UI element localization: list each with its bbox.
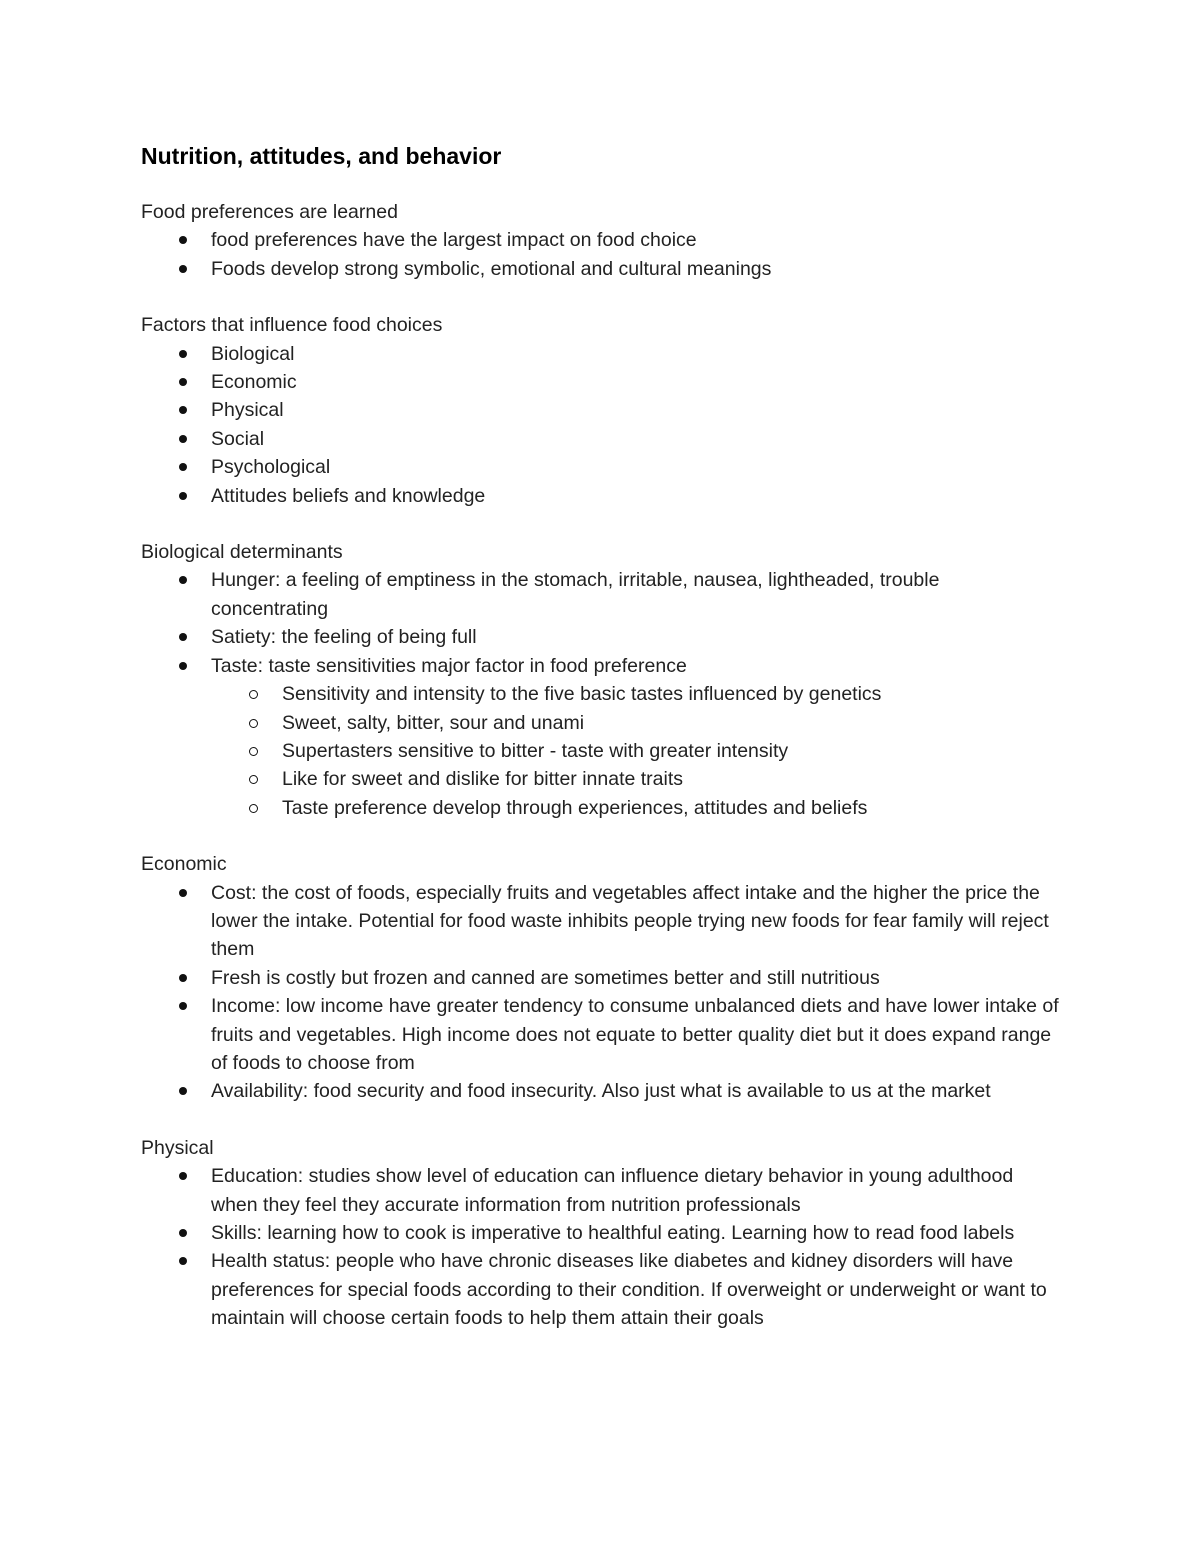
list-item: Attitudes beliefs and knowledge [141,482,1061,510]
bullet-icon [179,236,187,244]
bullet-icon [179,378,187,386]
sub-list-item: Like for sweet and dislike for bitter innate traits [141,765,1061,793]
list-item: Psychological [141,453,1061,481]
bullet-icon [179,576,187,584]
list-item: Foods develop strong symbolic, emotional and cultural meanings [141,255,1061,283]
section-economic [141,850,1061,1106]
list-item: Physical [141,396,1061,424]
section-food-preferences [141,198,1061,283]
list-item: Fresh is costly but frozen and canned are sometimes better and still nutritious [141,964,1061,992]
section-biological-determinants [141,538,1061,822]
section-physical [141,1134,1061,1333]
bullet-icon [179,265,187,273]
list-item: Income: low income have greater tendency to consume unbalanced diets and have lower intake of fruits and vegetables. High income does not equate to better quality diet but it does expand range of foods to choose from [141,992,1061,1077]
list-item: Health status: people who have chronic diseases like diabetes and kidney disorders will have preferences for special foods according to their condition. If overweight or underweight or want to maintain will choose certain foods to help them attain their goals [141,1247,1061,1332]
section-heading: Factors that influence food choices [141,314,443,337]
bullet-icon [179,1229,187,1237]
document-title: Nutrition, attitudes, and behavior [141,143,502,169]
bullet-icon [179,435,187,443]
list-item: Cost: the cost of foods, especially fruits and vegetables affect intake and the higher the price the lower the intake. Potential for food waste inhibits people trying new foods for fear family will reject them [141,879,1061,964]
bullet-list [141,1162,1061,1332]
sub-list-item: Supertasters sensitive to bitter - taste with greater intensity [141,737,1061,765]
section-heading: Food preferences are learned [141,201,398,223]
sub-list-item: Taste preference develop through experiences, attitudes and beliefs [141,794,1061,822]
bullet-list [141,226,1061,283]
list-item: Skills: learning how to cook is imperative to healthful eating. Learning how to read food labels [141,1219,1061,1247]
list-item: Availability: food security and food insecurity. Also just what is available to us at the market [141,1077,1061,1105]
bullet-list [141,566,1061,822]
bullet-icon [179,406,187,414]
list-item: Hunger: a feeling of emptiness in the stomach, irritable, nausea, lightheaded, trouble concentrating [141,566,1061,623]
bullet-icon [179,1172,187,1180]
hollow-bullet-icon [249,804,258,813]
bullet-icon [179,463,187,471]
bullet-icon [179,492,187,500]
bullet-icon [179,974,187,982]
bullet-icon [179,662,187,670]
bullet-list [141,340,1061,510]
hollow-bullet-icon [249,719,258,728]
bullet-icon [179,1257,187,1265]
list-item: food preferences have the largest impact on food choice [141,226,1061,254]
section-heading: Economic [141,853,227,876]
list-item: Education: studies show level of education can influence dietary behavior in young adulthood when they feel they accurate information from nutrition professionals [141,1162,1061,1219]
list-item: Economic [141,368,1061,396]
hollow-bullet-icon [249,747,258,756]
sub-list-item: Sensitivity and intensity to the five basic tastes influenced by genetics [141,680,1061,708]
list-item: Satiety: the feeling of being full [141,623,1061,651]
section-heading: Physical [141,1136,214,1159]
bullet-icon [179,1087,187,1095]
list-item: Taste: taste sensitivities major factor in food preference [141,652,1061,680]
section-heading: Biological determinants [141,541,343,564]
section-factors [141,311,1061,510]
bullet-list [141,879,1061,1106]
hollow-bullet-icon [249,690,258,699]
list-item: Social [141,425,1061,453]
hollow-bullet-icon [249,775,258,784]
bullet-icon [179,633,187,641]
sub-list-item: Sweet, salty, bitter, sour and unami [141,709,1061,737]
bullet-icon [179,1002,187,1010]
bullet-icon [179,889,187,897]
document-page [141,140,1061,1361]
list-item: Biological [141,340,1061,368]
bullet-icon [179,350,187,358]
